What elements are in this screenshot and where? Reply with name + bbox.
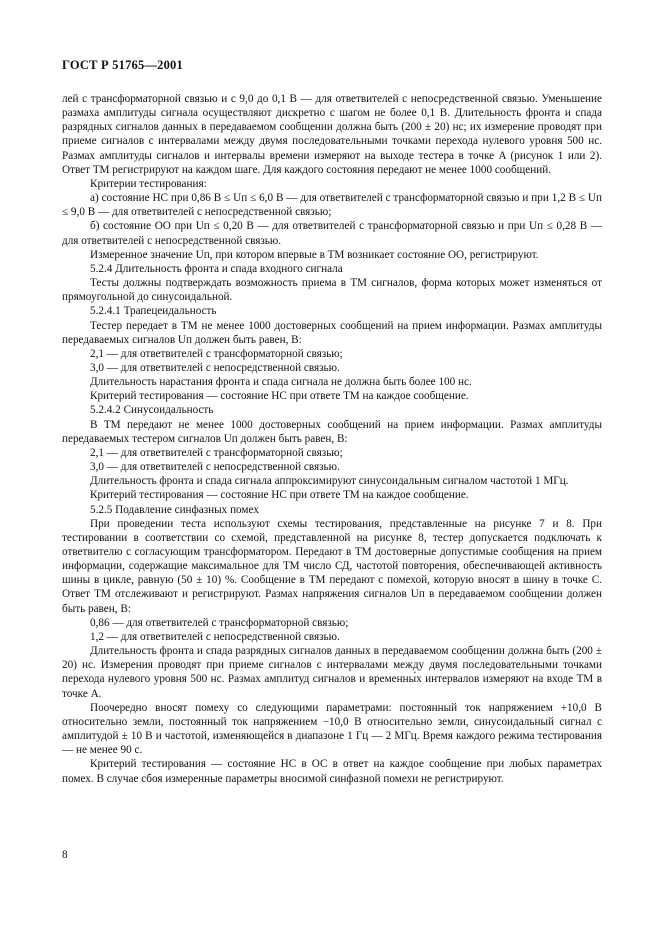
section-heading: 5.2.5 Подавление синфазных помех [90, 503, 259, 516]
paragraph: Критерий тестирования — состояние НС в ОС в ответ на каждое сообщение при любых параметрах помех. В случае сбоя измеренные параметры вносимой синфазной помехи не регистрируют. [62, 758, 602, 785]
paragraph: Измеренное значение Uп, при котором впервые в ТМ возникает состояние ОО, регистрируют. [90, 248, 539, 261]
paragraph: Длительность фронта и спада сигнала аппроксимируют синусоидальным сигналом частотой 1 МГц. [90, 475, 569, 488]
section-heading: 5.2.4.2 Синусоидальность [90, 404, 214, 417]
paragraph: б) состояние ОО при Uп ≤ 0,20 В — для ответвителей с трансформаторной связью и при Uп ≤ 0,28 В — для ответвителей с непосредственной связью. [62, 220, 602, 247]
paragraph: Поочередно вносят помеху со следующими параметрами: постоянный ток напряжением +10,0 В относительно земли, постоянный ток напряжением −10,0 В относительно земли, синусоидальный сигнал с амплитудой ± 10 В и частотой, изменяющейся в диапазоне 1 Гц — 2 МГц. Время каждого режима тестирования — не менее 90 с. [62, 701, 602, 757]
paragraph: а) состояние НС при 0,86 В ≤ Uп ≤ 6,0 В — для ответвителей с трансформаторной связью и при 1,2 В ≤ Uп ≤ 9,0 В — для ответвителей с непосредственной связью; [62, 192, 602, 219]
page-number: 8 [62, 849, 68, 861]
paragraph: В ТМ передают не менее 1000 достоверных сообщений на прием информации. Размах амплитуды передаваемых тестером сигналов Uп должен быть равен, В: [62, 418, 602, 445]
paragraph: Тестер передает в ТМ не менее 1000 достоверных сообщений на прием информации. Размах амплитуды передаваемых сигналов Uп должен быть равен, В: [62, 319, 602, 346]
paragraph: 2,1 — для ответвителей с трансформаторной связью; [90, 347, 343, 360]
paragraph: 0,86 — для ответвителей с трансформаторной связью; [90, 616, 349, 629]
paragraph: Критерий тестирования — состояние НС при ответе ТМ на каждое сообщение. [90, 489, 469, 502]
section-heading: 5.2.4 Длительность фронта и спада входного сигнала [90, 262, 343, 275]
paragraph: лей с трансформаторной связью и с 9,0 до 0,1 В — для ответвителей с непосредственной связью. Уменьшение размаха амплитуды сигнала осуществляют дискретно с шагом не более 0,1 В. Длительность фронта и спада разрядных сигналов данных в передаваемом сообщении должна быть (200 ± 20) нс; их измерение проводят при приеме сигналов с интервалами между двумя последовательными точками перехода нулевого уровня 500 нс. Размах амплитуды сигналов и интервалы времени измеряют на выходе тестера в точке A (рисунок 1 или 2). Ответ ТМ регистрируют на каждом шаге. Для каждого состояния передают не менее 1000 сообщений. [62, 93, 602, 176]
paragraph: Критерии тестирования: [90, 177, 207, 190]
section-heading: 5.2.4.1 Трапецеидальность [90, 305, 217, 318]
paragraph: При проведении теста используют схемы тестирования, представленные на рисунке 7 и 8. При тестировании в соответствии со схемой, представленной на рисунке 8, тестер допускается подключать к ответвителю с согласующим трансформатором. Передают в ТМ достоверные допустимые сообщения на прием информации, содержащие максимальное для ТМ число СД, частотой повторения, обеспечивающей активность шины в цикле, равную (50 ± 10) %. Сообщение в ТМ передают с помехой, которую вносят в шину в точке C. Ответ ТМ отслеживают и регистрируют. Размах напряжения сигналов Uп в передаваемом сообщении должен быть равен, В: [62, 517, 602, 615]
body-text [62, 92, 602, 786]
document-header: ГОСТ Р 51765—2001 [62, 58, 183, 72]
paragraph: Длительность фронта и спада разрядных сигналов данных в передаваемом сообщении должна быть (200 ± 20) нс. Измерения проводят при приеме сигналов с интервалами между двумя последовательными точками перехода нулевого уровня 500 нс. Размах амплитуд сигналов и временны́х интервалов измеряют на входе ТМ в точке A. [62, 645, 602, 700]
paragraph: 3,0 — для ответвителей с непосредственной связью. [90, 461, 340, 474]
paragraph: Тесты должны подтверждать возможность приема в ТМ сигналов, форма которых может изменяться от прямоугольной до синусоидальной. [62, 277, 602, 304]
paragraph: 3,0 — для ответвителей с непосредственной связью. [90, 361, 340, 374]
paragraph: Длительность нарастания фронта и спада сигнала не должна быть более 100 нс. [90, 376, 472, 389]
paragraph: 1,2 — для ответвителей с непосредственной связью. [90, 630, 340, 643]
paragraph: Критерий тестирования — состояние НС при ответе ТМ на каждое сообщение. [90, 390, 469, 403]
paragraph: 2,1 — для ответвителей с трансформаторной связью; [90, 446, 343, 459]
